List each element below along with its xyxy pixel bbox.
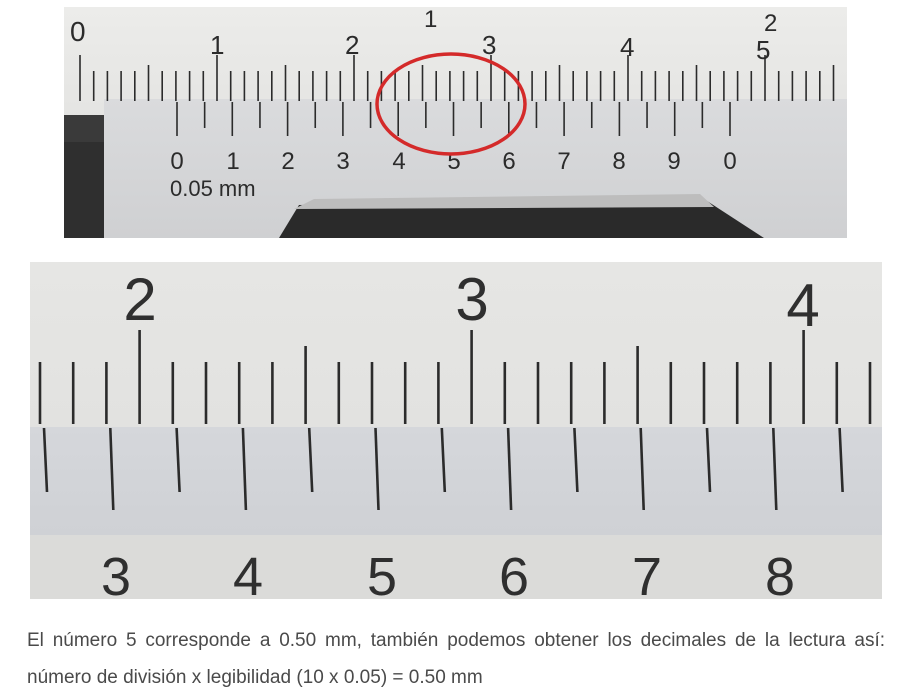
vernier-number: 7 [557, 148, 571, 175]
caliper-photo-top [64, 7, 847, 238]
main-scale-top-number: 0 [70, 16, 86, 47]
main-scale-number: 4 [620, 32, 635, 62]
vernier-number: 3 [336, 148, 350, 175]
vernier-slider [30, 427, 882, 535]
main-scale-number: 1 [210, 30, 225, 60]
caliper-photo-bottom-drawing [30, 262, 882, 599]
vernier-number: 6 [498, 547, 530, 599]
caption-text: El número 5 corresponde a 0.50 mm, también podemos obtener los decimales de la lectura así: número de división x legibilidad (10 x 0.05) = 0.50 mm [27, 630, 885, 688]
vernier-number: 4 [232, 547, 264, 599]
vernier-number: 5 [447, 148, 461, 175]
vernier-number: 9 [667, 148, 681, 175]
vernier-number: 0 [170, 148, 184, 175]
slider-face [30, 535, 882, 599]
vernier-number: 8 [764, 547, 796, 599]
vernier-number: 3 [100, 547, 132, 599]
caliper-photo-bottom [30, 262, 882, 599]
vernier-number: 6 [502, 148, 516, 175]
main-scale-number: 5 [756, 35, 771, 65]
vernier-number: 1 [226, 148, 240, 175]
jaw-left [64, 142, 104, 238]
main-scale-top-number: 2 [764, 10, 778, 37]
main-scale-top-number: 1 [424, 7, 438, 33]
main-scale-number: 4 [786, 272, 820, 339]
vernier-number: 0 [723, 148, 737, 175]
main-scale-number: 3 [455, 266, 489, 333]
caliper-photo-top-drawing [64, 7, 847, 238]
vernier-number: 2 [281, 148, 295, 175]
main-scale-number: 2 [345, 30, 360, 60]
main-scale-number: 2 [123, 266, 157, 333]
vernier-number: 7 [631, 547, 663, 599]
vernier-number: 5 [366, 547, 398, 599]
main-scale-number: 3 [482, 30, 497, 60]
vernier-number: 4 [392, 148, 406, 175]
vernier-unit-label: 0.05 mm [170, 176, 256, 201]
vernier-number: 8 [612, 148, 626, 175]
